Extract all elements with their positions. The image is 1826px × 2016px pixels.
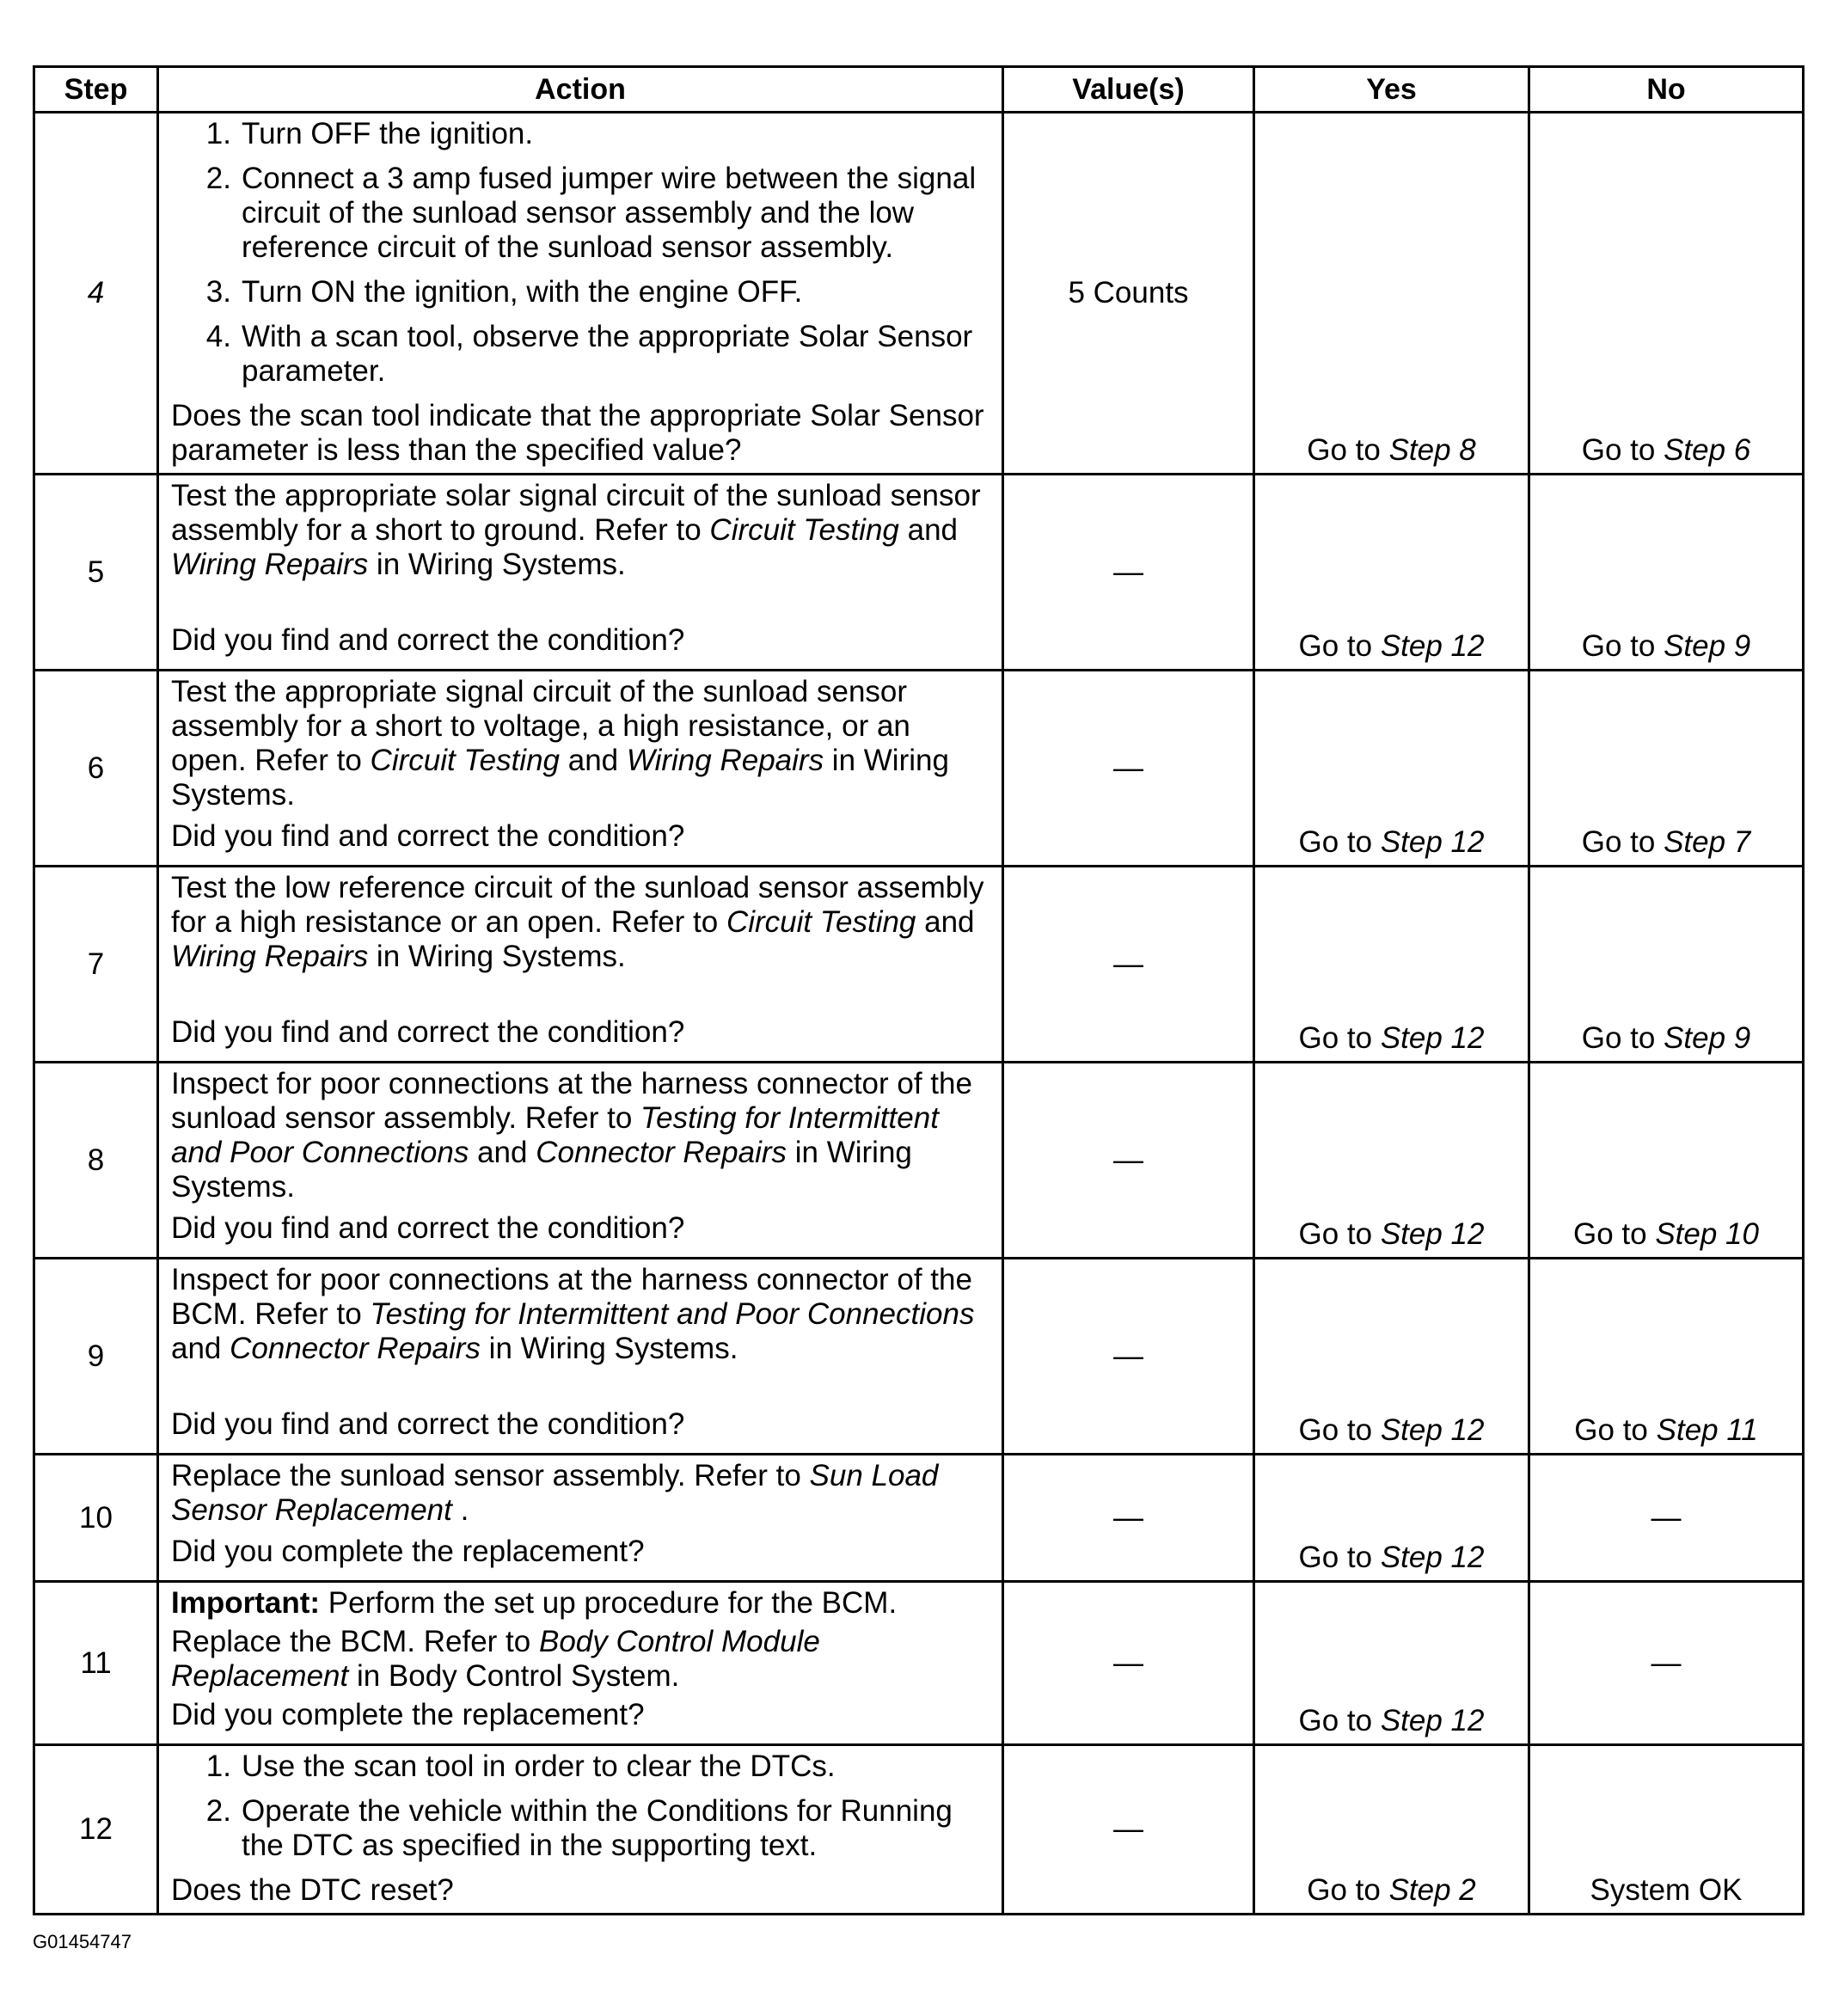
action-question: Did you find and correct the condition? [171, 623, 685, 657]
action-question: Does the scan tool indicate that the appropriate Solar Sensor parameter is less than the specified value? [171, 399, 984, 467]
yes-step-link: Step 12 [1380, 1541, 1485, 1574]
yes-cell: Go to Step 12 [1254, 1063, 1529, 1259]
header-action: Action [158, 67, 1003, 113]
action-cell [158, 113, 1003, 475]
list-item: 4. With a scan tool, observe the appropriate Solar Sensor parameter. [205, 320, 973, 388]
list-item: 2. Connect a 3 amp fused jumper wire between the signal circuit of the sunload sensor assembly and the low reference circuit of the sunload sensor assembly. [205, 162, 977, 264]
yes-step-link: Step 12 [1380, 629, 1485, 663]
table-row [34, 867, 1804, 1063]
action-cell [158, 1259, 1003, 1455]
no-cell: System OK [1529, 1745, 1804, 1915]
action-cell [158, 867, 1003, 1063]
action-question: Does the DTC reset? [171, 1873, 454, 1907]
value-cell: — [1003, 475, 1254, 671]
step-number: 6 [34, 671, 158, 867]
value-cell: — [1003, 1745, 1254, 1915]
list-item: 1. Use the scan tool in order to clear the DTCs. [205, 1749, 836, 1783]
no-cell: Go to Step 11 [1529, 1259, 1804, 1455]
header-yes: Yes [1254, 67, 1529, 113]
table-row [34, 671, 1804, 867]
yes-step-link: Step 12 [1380, 1413, 1485, 1447]
action-text: Test the appropriate signal circuit of the sunload sensor assembly for a short to voltage, a high resistance, or an open. Refer to Circuit Testing and Wiring Repairs in Wiring Systems. [171, 675, 949, 812]
list-item: 1. Turn OFF the ignition. [205, 117, 534, 150]
action-cell [158, 1455, 1003, 1582]
yes-cell: Go to Step 8 [1254, 113, 1529, 475]
action-question: Did you find and correct the condition? [171, 819, 685, 853]
action-steps-list [171, 1749, 990, 1863]
important-note: Important: Perform the set up procedure for the BCM. [171, 1586, 898, 1620]
table-row [34, 475, 1804, 671]
list-item: 2. Operate the vehicle within the Conditions for Running the DTC as specified in the supporting text. [205, 1794, 953, 1862]
action-question: Did you find and correct the condition? [171, 1015, 685, 1049]
yes-step-link: Step 12 [1380, 825, 1485, 859]
action-cell [158, 671, 1003, 867]
list-item: 3. Turn ON the ignition, with the engine OFF. [205, 275, 803, 309]
no-cell: Go to Step 7 [1529, 671, 1804, 867]
header-row [34, 67, 1804, 113]
table-row [34, 1063, 1804, 1259]
no-step-link: Step 9 [1664, 1021, 1751, 1055]
yes-cell: Go to Step 12 [1254, 475, 1529, 671]
yes-cell: Go to Step 12 [1254, 1259, 1529, 1455]
action-cell [158, 1582, 1003, 1745]
table-row [34, 1582, 1804, 1745]
header-values: Value(s) [1003, 67, 1254, 113]
diagnostic-table [33, 65, 1805, 1915]
action-text: Replace the BCM. Refer to Body Control Module Replacement in Body Control System. [171, 1625, 820, 1693]
no-cell: — [1529, 1582, 1804, 1745]
action-question: Did you complete the replacement? [171, 1535, 645, 1568]
step-number: 7 [34, 867, 158, 1063]
step-number: 11 [34, 1582, 158, 1745]
action-text: Inspect for poor connections at the harness connector of the sunload sensor assembly. Refer to Testing for Intermittent and Poor Connections and Connector Repairs in Wiring Systems. [171, 1067, 972, 1204]
yes-step-link: Step 12 [1380, 1704, 1485, 1737]
yes-cell: Go to Step 12 [1254, 671, 1529, 867]
table-row [34, 1745, 1804, 1915]
step-number: 4 [34, 113, 158, 475]
header-no: No [1529, 67, 1804, 113]
no-cell: Go to Step 9 [1529, 867, 1804, 1063]
value-cell: — [1003, 1582, 1254, 1745]
action-text: Test the appropriate solar signal circuit of the sunload sensor assembly for a short to ground. Refer to Circuit Testing and Wiring Repairs in Wiring Systems. [171, 479, 981, 581]
step-number: 12 [34, 1745, 158, 1915]
action-cell [158, 475, 1003, 671]
step-number: 9 [34, 1259, 158, 1455]
action-text: Test the low reference circuit of the sunload sensor assembly for a high resistance or an open. Refer to Circuit Testing and Wiring Repairs in Wiring Systems. [171, 871, 984, 973]
value-cell: — [1003, 867, 1254, 1063]
value-cell: — [1003, 1063, 1254, 1259]
header-step: Step [34, 67, 158, 113]
action-question: Did you complete the replacement? [171, 1698, 645, 1731]
figure-id: G01454747 [33, 1931, 132, 1952]
action-text: Replace the sunload sensor assembly. Refer to Sun Load Sensor Replacement . [171, 1459, 939, 1527]
step-number: 8 [34, 1063, 158, 1259]
no-cell: — [1529, 1455, 1804, 1582]
step-number: 10 [34, 1455, 158, 1582]
value-cell: 5 Counts [1003, 113, 1254, 475]
no-step-link: Step 7 [1664, 825, 1751, 859]
no-cell: Go to Step 10 [1529, 1063, 1804, 1259]
value-cell: — [1003, 1455, 1254, 1582]
action-steps-list [171, 117, 990, 389]
value-cell: — [1003, 1259, 1254, 1455]
table-row [34, 1259, 1804, 1455]
step-number: 5 [34, 475, 158, 671]
yes-step-link: Step 8 [1388, 433, 1476, 467]
action-cell [158, 1063, 1003, 1259]
yes-cell: Go to Step 12 [1254, 1582, 1529, 1745]
table-row [34, 113, 1804, 475]
no-step-link: Step 9 [1664, 629, 1751, 663]
action-cell [158, 1745, 1003, 1915]
no-cell: Go to Step 6 [1529, 113, 1804, 475]
yes-step-link: Step 12 [1380, 1217, 1485, 1251]
yes-step-link: Step 12 [1380, 1021, 1485, 1055]
yes-cell: Go to Step 12 [1254, 867, 1529, 1063]
no-step-link: Step 6 [1664, 433, 1751, 467]
action-question: Did you find and correct the condition? [171, 1407, 685, 1441]
yes-cell: Go to Step 12 [1254, 1455, 1529, 1582]
table-row [34, 1455, 1804, 1582]
action-text: Inspect for poor connections at the harness connector of the BCM. Refer to Testing for Intermittent and Poor Connections and Connector Repairs in Wiring Systems. [171, 1263, 975, 1365]
no-step-link: Step 10 [1655, 1217, 1759, 1251]
yes-step-link: Step 2 [1388, 1873, 1476, 1907]
no-step-link: Step 11 [1656, 1413, 1758, 1447]
value-cell: — [1003, 671, 1254, 867]
yes-cell: Go to Step 2 [1254, 1745, 1529, 1915]
no-cell: Go to Step 9 [1529, 475, 1804, 671]
action-question: Did you find and correct the condition? [171, 1211, 685, 1245]
